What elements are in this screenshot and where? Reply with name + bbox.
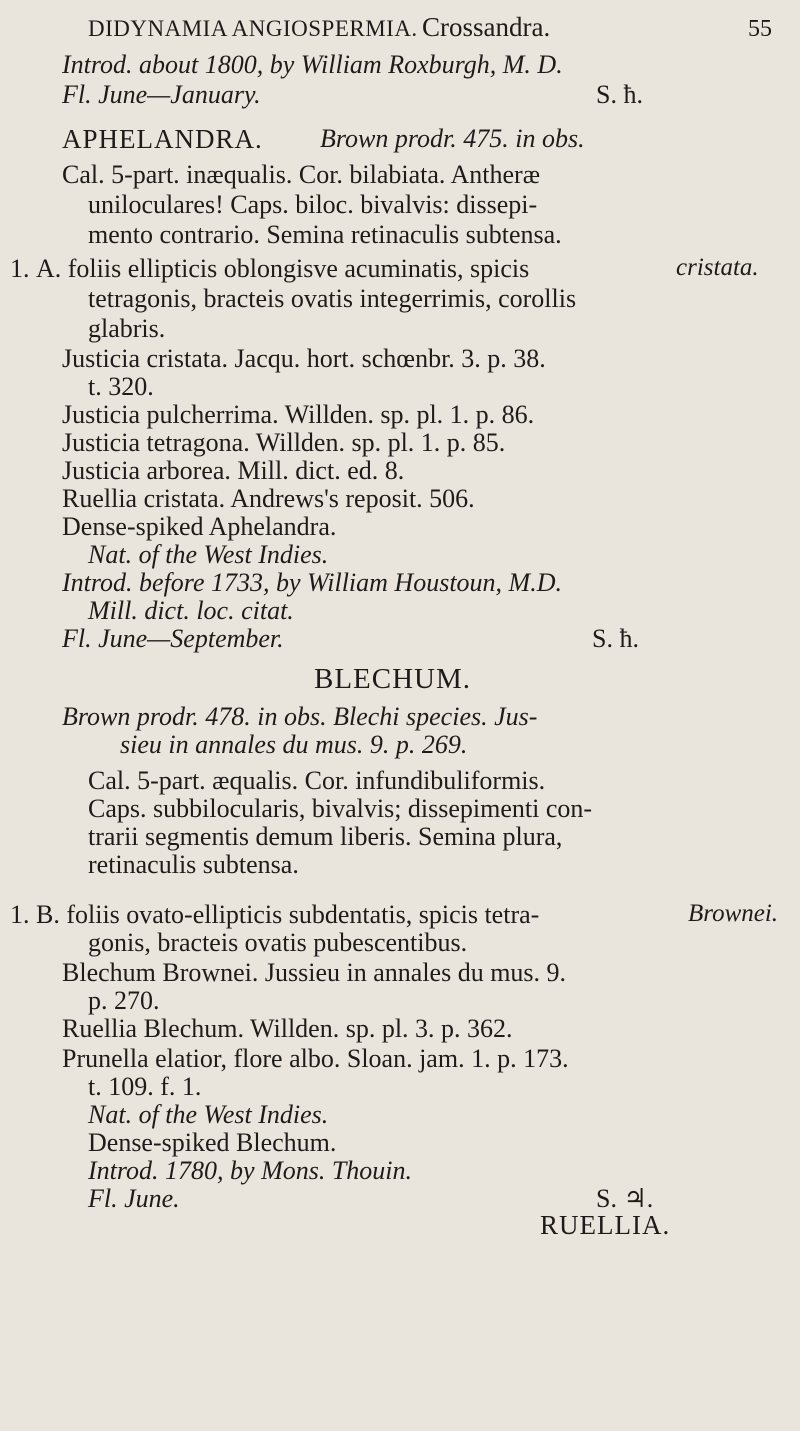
duration-symbol: S. ħ. <box>592 624 639 653</box>
duration-symbol: S. ♃. <box>596 1184 654 1213</box>
aphelandra-diagnosis-line: glabris. <box>88 314 166 343</box>
synonym-line: Justicia pulcherrima. Willden. sp. pl. 1. p. 86. <box>62 400 535 429</box>
synonym-line: Justicia arborea. Mill. dict. ed. 8. <box>62 456 405 485</box>
crossandra-introd: Introd. about 1800, by William Roxburgh, M. D. <box>62 50 563 79</box>
flowering-time: Fl. June. <box>88 1184 180 1213</box>
flowering-time: Fl. June—September. <box>62 624 284 653</box>
synonym-line: t. 320. <box>88 372 154 401</box>
species-number: 1. <box>10 254 30 283</box>
genus-heading-blechum: BLECHUM. <box>314 663 472 695</box>
marginal-species-name: Brownei. <box>688 900 779 927</box>
common-name: Dense-spiked Aphelandra. <box>62 512 337 541</box>
aphelandra-desc-line: mento contrario. Semina retinaculis subtensa. <box>88 220 562 249</box>
synonym-line: t. 109. f. 1. <box>88 1072 202 1101</box>
blechum-reference-line: sieu in annales du mus. 9. p. 269. <box>120 730 468 759</box>
aphelandra-diagnosis-line: A. foliis ellipticis oblongisve acuminatis, spicis <box>36 254 530 283</box>
synonym-line: p. 270. <box>88 986 160 1015</box>
blechum-desc-line: Caps. subbilocularis, bivalvis; dissepimenti con- <box>88 794 593 823</box>
synonym-line: Justicia cristata. Jacqu. hort. schœnbr. 3. p. 38. <box>62 344 546 373</box>
blechum-diagnosis-line: B. foliis ovato-ellipticis subdentatis, spicis tetra- <box>36 900 540 929</box>
species-number: 1. <box>10 900 30 929</box>
catchword: RUELLIA. <box>540 1210 671 1240</box>
aphelandra-desc-line: uniloculares! Caps. biloc. bivalvis: dissepi- <box>88 190 538 219</box>
crossandra-flowering: Fl. June—January. <box>62 80 261 109</box>
blechum-desc-line: retinaculis subtensa. <box>88 850 299 879</box>
marginal-species-name: cristata. <box>676 254 759 281</box>
synonym-line: Blechum Brownei. Jussieu in annales du mus. 9. <box>62 958 567 987</box>
aphelandra-diagnosis-line: tetragonis, bracteis ovatis integerrimis, corollis <box>88 284 577 313</box>
blechum-desc-line: Cal. 5-part. æqualis. Cor. infundibuliformis. <box>88 766 546 795</box>
genus-header: Crossandra. <box>422 12 551 42</box>
synonym-line: Justicia tetragona. Willden. sp. pl. 1. p. 85. <box>62 428 506 457</box>
page-number: 55 <box>748 16 772 42</box>
synonym-line: Ruellia Blechum. Willden. sp. pl. 3. p. 362. <box>62 1014 513 1043</box>
native-range: Nat. of the West Indies. <box>88 1100 329 1129</box>
blechum-diagnosis-line: gonis, bracteis ovatis pubescentibus. <box>88 928 468 957</box>
aphelandra-reference: Brown prodr. 475. in obs. <box>320 124 585 153</box>
introduction-line: Introd. before 1733, by William Houstoun, M.D. <box>62 568 562 597</box>
crossandra-symbol: S. ħ. <box>596 80 643 109</box>
running-title: DIDYNAMIA ANGIOSPERMIA. <box>88 16 418 41</box>
synonym-line: Ruellia cristata. Andrews's reposit. 506. <box>62 484 475 513</box>
genus-heading-aphelandra: APHELANDRA. <box>62 124 263 154</box>
common-name: Dense-spiked Blechum. <box>88 1128 337 1157</box>
blechum-reference-line: Brown prodr. 478. in obs. Blechi species. Jus- <box>62 702 538 731</box>
introduction-line: Mill. dict. loc. citat. <box>88 596 294 625</box>
blechum-desc-line: trarii segmentis demum liberis. Semina plura, <box>88 822 563 851</box>
introduction-line: Introd. 1780, by Mons. Thouin. <box>88 1156 413 1185</box>
aphelandra-desc-line: Cal. 5-part. inæqualis. Cor. bilabiata. Antheræ <box>62 160 541 189</box>
native-range: Nat. of the West Indies. <box>88 540 329 569</box>
synonym-line: Prunella elatior, flore albo. Sloan. jam. 1. p. 173. <box>62 1044 569 1073</box>
